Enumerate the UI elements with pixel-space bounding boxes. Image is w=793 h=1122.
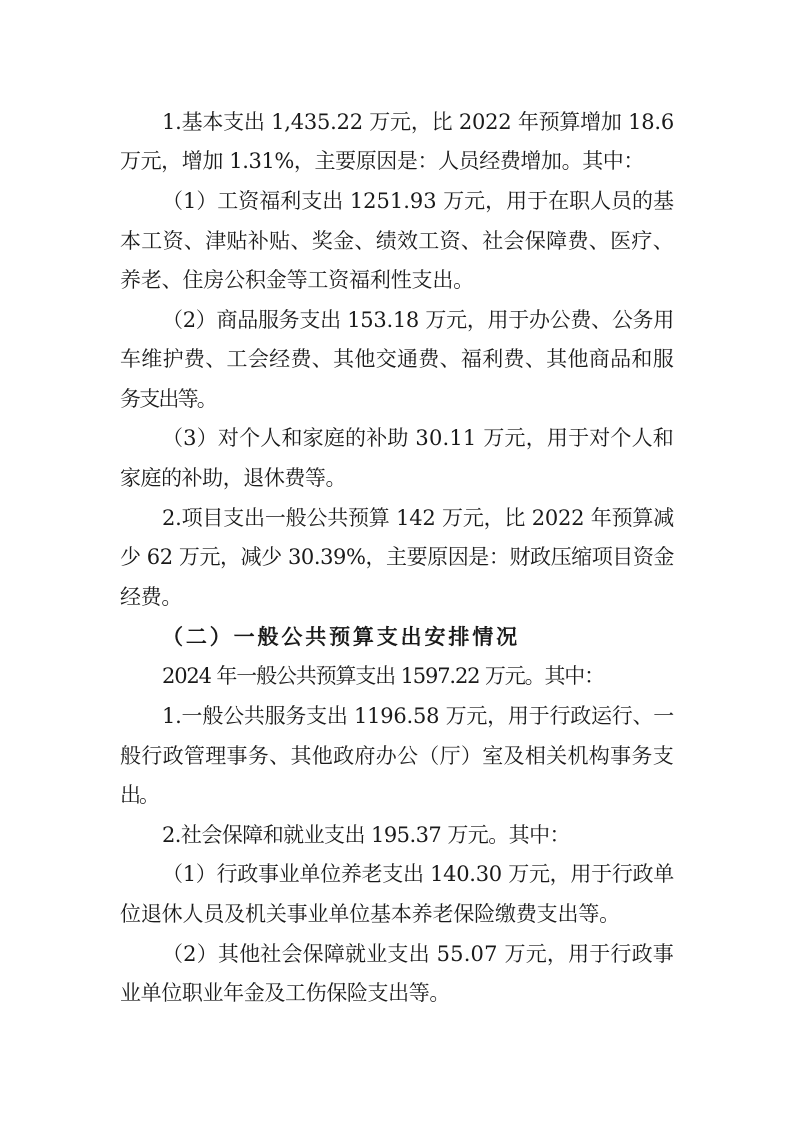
text-line: 业单位职业年金及工伤保险支出等。 (120, 981, 450, 1005)
text-line: （1）行政事业单位养老支出 140.30 万元，用于行政单 (162, 862, 674, 886)
text-line: （2）商品服务支出 153.18 万元，用于办公费、公务用 (162, 308, 674, 332)
text-line: 位退休人员及机关事业单位基本养老保险缴费支出等。 (120, 902, 620, 926)
text-line: 万元，增加 1.31%，主要原因是：人员经费增加。其中： (120, 149, 644, 173)
text-line: 1.基本支出 1,435.22 万元，比 2022 年预算增加 18.6 (162, 110, 674, 134)
text-line: 务支出等。 (120, 387, 216, 411)
text-line: 家庭的补助，退休费等。 (120, 466, 346, 490)
text-line: （2）其他社会保障就业支出 55.07 万元，用于行政事 (162, 942, 674, 966)
text-line: 1.一般公共服务支出 1196.58 万元，用于行政运行、一 (162, 704, 674, 728)
text-line: 少 62 万元，减少 30.39%，主要原因是：财政压缩项目资金 (120, 545, 674, 569)
text-line: 车维护费、工会经费、其他交通费、福利费、其他商品和服 (120, 347, 674, 371)
text-line: 般行政管理事务、其他政府办公（厅）室及相关机构事务支 (120, 744, 674, 768)
text-line: （3）对个人和家庭的补助 30.11 万元，用于对个人和 (162, 426, 674, 450)
text-line: 出。 (120, 783, 158, 807)
section-heading: （二）一般公共预算支出安排情况 (162, 625, 520, 649)
text-line: 养老、住房公积金等工资福利性支出。 (120, 268, 474, 292)
text-line: 本工资、津贴补贴、奖金、绩效工资、社会保障费、医疗、 (120, 229, 674, 253)
text-line: 2.项目支出一般公共预算 142 万元，比 2022 年预算减 (162, 506, 674, 530)
text-line: 经费。 (120, 585, 182, 609)
text-line: （1）工资福利支出 1251.93 万元，用于在职人员的基 (162, 189, 674, 213)
text-line: 2024 年一般公共预算支出 1597.22 万元。其中： (162, 664, 604, 688)
text-line: 2.社会保障和就业支出 195.37 万元。其中： (162, 823, 570, 847)
